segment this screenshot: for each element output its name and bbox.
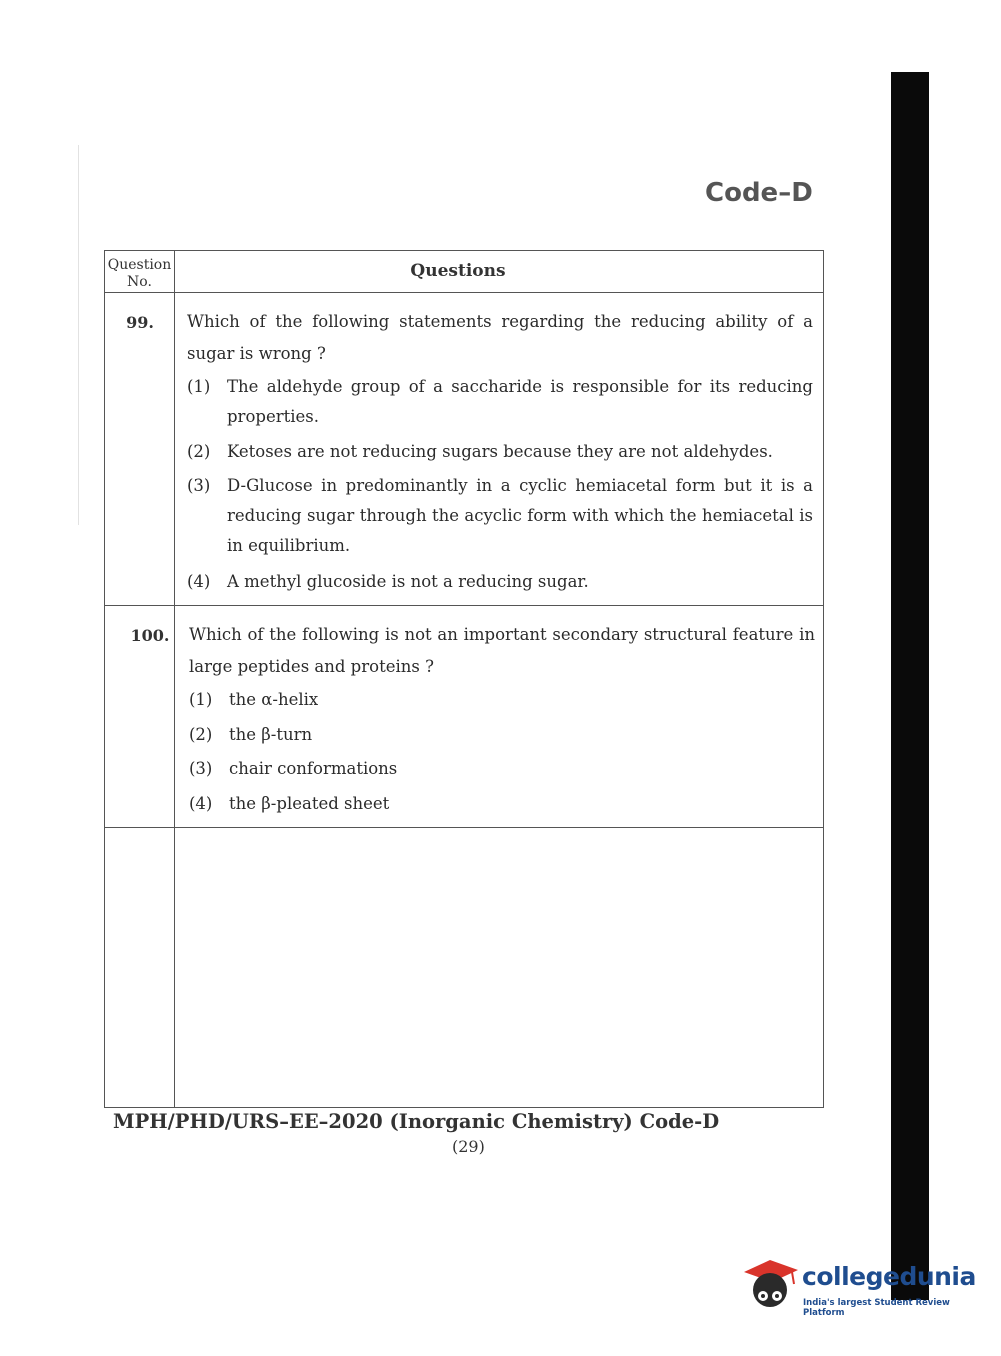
option-number: (1) — [187, 377, 211, 396]
option — [189, 754, 589, 784]
question-number: 100. — [130, 626, 170, 645]
option-text: the β-turn — [229, 725, 313, 744]
column-header-questions: Questions — [410, 261, 506, 281]
option-text: The aldehyde group of a saccharide is responsible for its reducing properties. — [227, 377, 813, 426]
logo-wordmark: collegedunia — [802, 1262, 976, 1291]
header-divider — [105, 292, 823, 293]
option-number: (3) — [189, 759, 213, 778]
option — [187, 437, 813, 467]
question-stem: Which of the following statements regarding the reducing ability of a sugar is wrong ? — [187, 312, 813, 363]
option — [187, 567, 813, 597]
option — [189, 720, 589, 750]
option-number: (3) — [187, 476, 211, 495]
column-header-question-no: Question No. — [107, 257, 172, 290]
scan-margin-line — [78, 145, 79, 525]
mascot-icon — [740, 1250, 802, 1320]
question-table — [104, 250, 824, 1108]
row-divider — [105, 827, 823, 828]
option — [189, 789, 589, 819]
exam-footer: MPH/PHD/URS–EE–2020 (Inorganic Chemistry) Code-D — [113, 1110, 720, 1133]
option-text: D-Glucose in predominantly in a cyclic hemiacetal form but it is a reducing sugar through the acyclic form with which the hemiacetal is in equilibrium. — [227, 476, 813, 555]
option-number: (2) — [189, 725, 213, 744]
option-number: (2) — [187, 442, 211, 461]
scan-edge-bar — [891, 72, 929, 1300]
page-number: (29) — [452, 1137, 485, 1156]
code-heading: Code–D — [705, 178, 813, 208]
option-text: chair conformations — [229, 759, 398, 778]
option — [189, 685, 589, 715]
option-text: A methyl glucoside is not a reducing sugar. — [227, 572, 589, 591]
option-text: Ketoses are not reducing sugars because they are not aldehydes. — [227, 442, 773, 461]
question-number: 99. — [126, 313, 154, 332]
option-number: (4) — [187, 572, 211, 591]
option-number: (1) — [189, 690, 213, 709]
option — [187, 471, 813, 561]
row-divider — [105, 605, 823, 606]
collegedunia-logo — [740, 1250, 976, 1320]
question-stem: Which of the following is not an important secondary structural feature in large peptides and proteins ? — [189, 625, 815, 676]
option-number: (4) — [189, 794, 213, 813]
option-text: the β-pleated sheet — [229, 794, 390, 813]
option — [187, 372, 813, 432]
logo-tagline: India's largest Student Review Platform — [803, 1298, 950, 1318]
column-divider — [174, 251, 175, 1107]
option-text: the α-helix — [229, 690, 319, 709]
